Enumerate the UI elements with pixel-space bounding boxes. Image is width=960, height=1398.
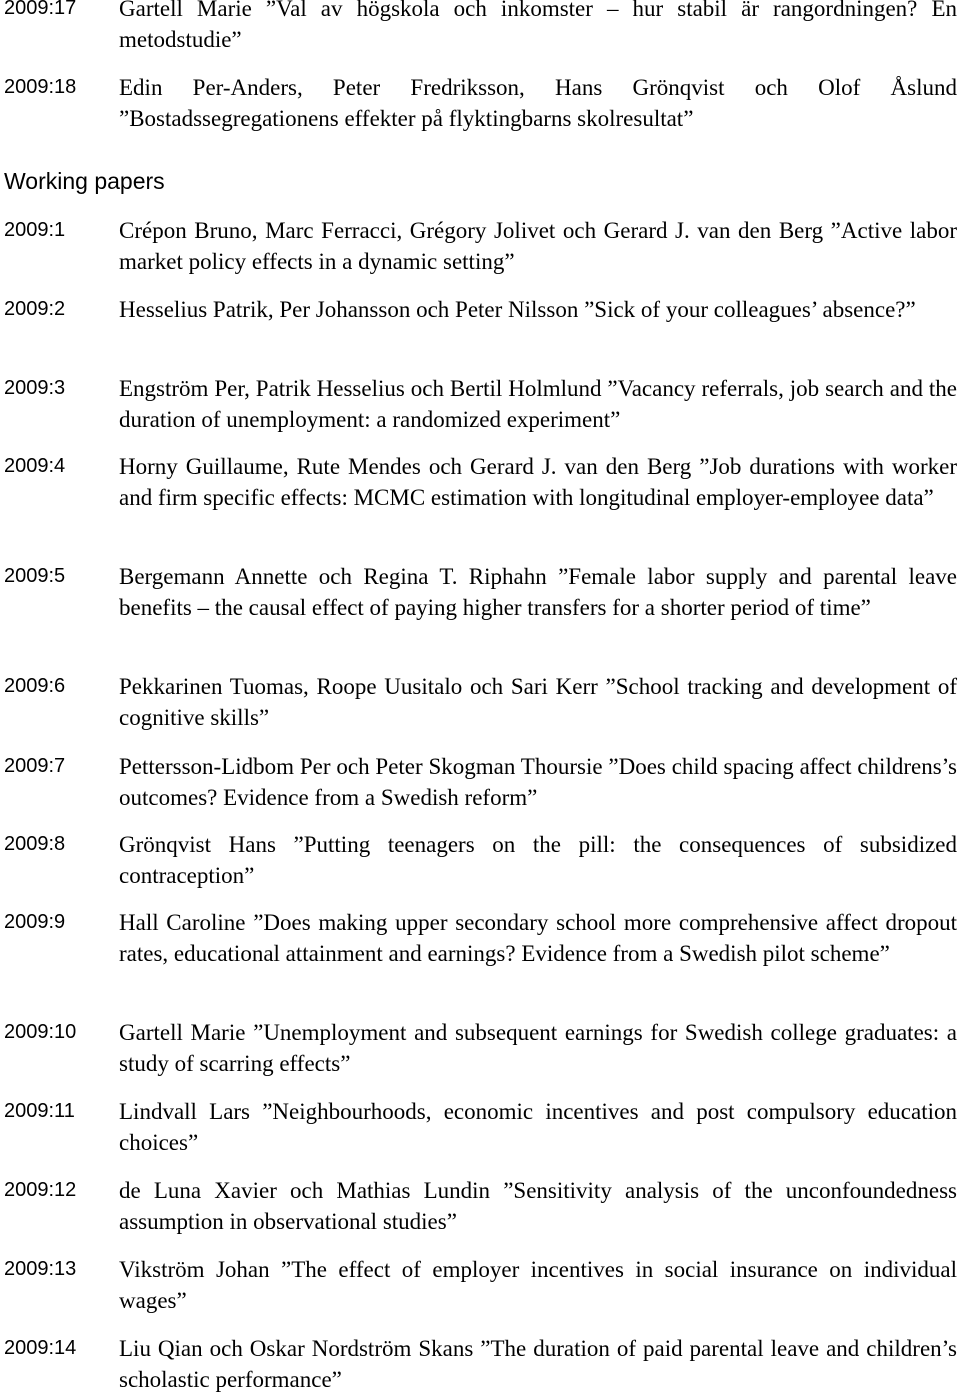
entry-number: 2009:11: [4, 1100, 75, 1122]
entry-text: Bergemann Annette och Regina T. Riphahn ”Female labor supply and parental leave benefits – the causal effect of paying higher transfers for a shorter period of time”: [119, 564, 957, 620]
entry-text: Gartell Marie ”Unemployment and subsequent earnings for Swedish college graduates: a study of scarring effects”: [119, 1020, 957, 1076]
entry-number: 2009:6: [4, 675, 66, 697]
entry-text: Pekkarinen Tuomas, Roope Uusitalo och Sari Kerr ”School tracking and development of cognitive skills”: [119, 674, 957, 730]
entry-number: 2009:3: [4, 377, 66, 399]
entry-number: 2009:14: [4, 1337, 77, 1359]
entry-text: Horny Guillaume, Rute Mendes och Gerard J. van den Berg ”Job durations with worker and firm specific effects: MCMC estimation with longitudinal employer-employee data”: [119, 454, 957, 510]
entry-text: Hesselius Patrik, Per Johansson och Peter Nilsson ”Sick of your colleagues’ absence?”: [119, 297, 916, 322]
entry-text: Vikström Johan ”The effect of employer incentives in social insurance on individual wages”: [119, 1257, 957, 1313]
entry-text: Lindvall Lars ”Neighbourhoods, economic incentives and post compulsory education choices”: [119, 1099, 957, 1155]
entry-text: Pettersson-Lidbom Per och Peter Skogman Thoursie ”Does child spacing affect childrens’s outcomes? Evidence from a Swedish reform”: [119, 754, 957, 810]
entry-number: 2009:7: [4, 755, 66, 777]
entry-text: Liu Qian och Oskar Nordström Skans ”The duration of paid parental leave and children’s scholastic performance”: [119, 1336, 957, 1392]
entry-text: Gartell Marie ”Val av högskola och inkomster – hur stabil är rangordningen? En metodstudie”: [119, 0, 957, 52]
entry-text: Crépon Bruno, Marc Ferracci, Grégory Jolivet och Gerard J. van den Berg ”Active labor market policy effects in a dynamic setting”: [119, 218, 957, 274]
entry-text: Edin Per-Anders, Peter Fredriksson, Hans Grönqvist och Olof Åslund ”Bostadssegregationens effekter på flyktingbarns skolresultat”: [119, 75, 957, 131]
entry-number: 2009:12: [4, 1179, 77, 1201]
section-heading: Working papers: [4, 168, 165, 194]
entry-number: 2009:5: [4, 565, 66, 587]
entry-number: 2009:13: [4, 1258, 77, 1280]
entry-number: 2009:9: [4, 911, 66, 933]
entry-number: 2009:17: [4, 0, 77, 19]
entry-text: de Luna Xavier och Mathias Lundin ”Sensitivity analysis of the unconfoundedness assumption in observational studies”: [119, 1178, 957, 1234]
entry-text: Hall Caroline ”Does making upper secondary school more comprehensive affect dropout rates, educational attainment and earnings? Evidence from a Swedish pilot scheme”: [119, 910, 957, 966]
entry-number: 2009:2: [4, 298, 66, 320]
entry-text: Engström Per, Patrik Hesselius och Bertil Holmlund ”Vacancy referrals, job search and the duration of unemployment: a randomized experiment”: [119, 376, 957, 432]
entry-number: 2009:18: [4, 76, 77, 98]
entry-number: 2009:10: [4, 1021, 77, 1043]
entry-number: 2009:8: [4, 833, 66, 855]
entry-number: 2009:4: [4, 455, 66, 477]
entry-text: Grönqvist Hans ”Putting teenagers on the pill: the consequences of subsidized contraception”: [119, 832, 957, 888]
entry-number: 2009:1: [4, 219, 66, 241]
